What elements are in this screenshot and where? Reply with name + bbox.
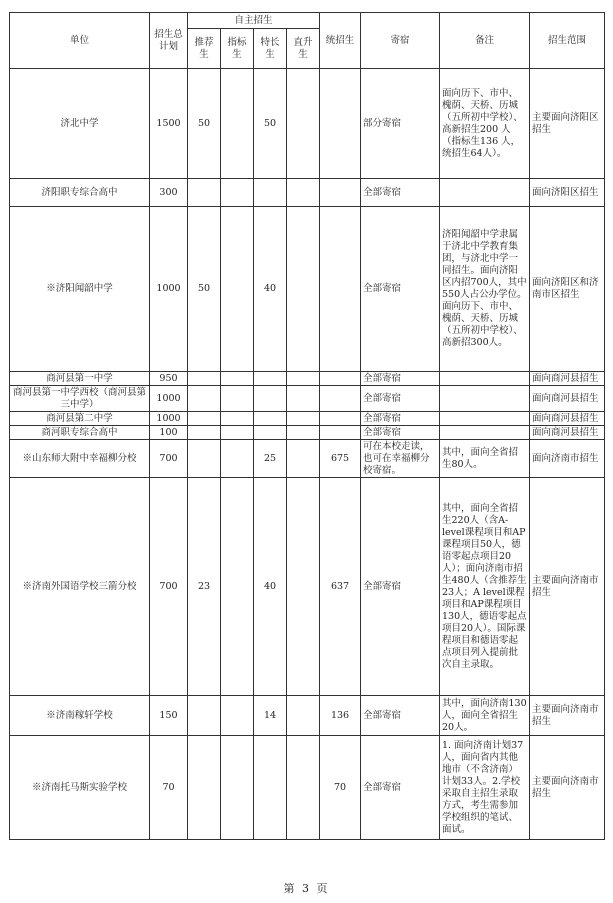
cell-boarding: 全部寄宿 bbox=[361, 207, 440, 372]
cell-scope: 面向济阳区招生 bbox=[530, 179, 605, 207]
cell-direct bbox=[287, 426, 320, 440]
cell-scope: 面向商河县招生 bbox=[530, 426, 605, 440]
cell-quota bbox=[221, 207, 254, 372]
cell-quota bbox=[221, 412, 254, 426]
cell-scope: 面向商河县招生 bbox=[530, 372, 605, 386]
cell-notes: 面向历下、市中、槐荫、天桥、历城（五所初中学校）、高新招生200 人（指标生136 人，统招生64人）。 bbox=[440, 69, 530, 179]
cell-quota bbox=[221, 440, 254, 478]
header-recommend: 推荐生 bbox=[188, 29, 221, 69]
cell-recommend bbox=[188, 179, 221, 207]
cell-unified bbox=[320, 179, 361, 207]
cell-plan: 100 bbox=[150, 426, 188, 440]
cell-direct bbox=[287, 696, 320, 736]
cell-quota bbox=[221, 179, 254, 207]
table-row bbox=[10, 69, 605, 179]
cell-unified bbox=[320, 386, 361, 412]
cell-notes: 其中，面向全省招生80人。 bbox=[440, 440, 530, 478]
cell-recommend: 50 bbox=[188, 207, 221, 372]
cell-quota bbox=[221, 478, 254, 696]
cell-unified: 675 bbox=[320, 440, 361, 478]
table-row bbox=[10, 696, 605, 736]
cell-special: 40 bbox=[254, 207, 287, 372]
cell-scope: 面向商河县招生 bbox=[530, 386, 605, 412]
cell-plan: 1000 bbox=[150, 207, 188, 372]
cell-special: 40 bbox=[254, 478, 287, 696]
header-notes: 备注 bbox=[440, 13, 530, 69]
cell-notes: 其中，面向济南130人，面向全省招生20人。 bbox=[440, 696, 530, 736]
cell-notes: 济阳闻韶中学隶属于济北中学教育集团，与济北中学一同招生。面向济阳区内招700人，其中550人占公办学位。面向历下、市中、槐荫、天桥、历城（五所初中学校）、高新招300人。 bbox=[440, 207, 530, 372]
cell-notes bbox=[440, 386, 530, 412]
cell-quota bbox=[221, 426, 254, 440]
cell-unified bbox=[320, 372, 361, 386]
cell-recommend bbox=[188, 440, 221, 478]
cell-unit: 商河县第一中学西校（商河县第三中学） bbox=[10, 386, 150, 412]
cell-recommend: 23 bbox=[188, 478, 221, 696]
cell-special bbox=[254, 372, 287, 386]
cell-boarding: 全部寄宿 bbox=[361, 179, 440, 207]
cell-unified bbox=[320, 207, 361, 372]
cell-recommend bbox=[188, 372, 221, 386]
header-special: 特长生 bbox=[254, 29, 287, 69]
table-row bbox=[10, 478, 605, 696]
cell-special: 25 bbox=[254, 440, 287, 478]
cell-notes bbox=[440, 372, 530, 386]
cell-notes bbox=[440, 179, 530, 207]
enrollment-table bbox=[9, 12, 605, 840]
cell-unit: 商河县第一中学 bbox=[10, 372, 150, 386]
cell-boarding: 全部寄宿 bbox=[361, 412, 440, 426]
cell-unit: ※济阳闻韶中学 bbox=[10, 207, 150, 372]
cell-recommend bbox=[188, 696, 221, 736]
cell-notes bbox=[440, 412, 530, 426]
table-row bbox=[10, 386, 605, 412]
cell-direct bbox=[287, 179, 320, 207]
cell-recommend bbox=[188, 426, 221, 440]
cell-boarding: 全部寄宿 bbox=[361, 478, 440, 696]
cell-scope: 面向济阳区和济南市区招生 bbox=[530, 207, 605, 372]
cell-plan: 70 bbox=[150, 736, 188, 840]
header-scope: 招生范围 bbox=[530, 13, 605, 69]
cell-unified: 70 bbox=[320, 736, 361, 840]
cell-unit: 济北中学 bbox=[10, 69, 150, 179]
cell-boarding: 全部寄宿 bbox=[361, 426, 440, 440]
cell-plan: 700 bbox=[150, 440, 188, 478]
table-row bbox=[10, 440, 605, 478]
header-plan: 招生总计划 bbox=[150, 13, 188, 69]
cell-unit: 济阳职专综合高中 bbox=[10, 179, 150, 207]
table-row bbox=[10, 426, 605, 440]
cell-boarding: 全部寄宿 bbox=[361, 372, 440, 386]
cell-notes: 其中，面向全省招生220人（含A-level课程项目和AP课程项目50人，德语零起点项目20人）；面向济南市招生480人（含推荐生23人；A level课程项目和AP课程项目130人，德语零起点项目20人）。国际课程项目和德语零起点项目列入提前批次自主录取。 bbox=[440, 478, 530, 696]
cell-unified bbox=[320, 426, 361, 440]
cell-scope: 主要面向济阳区招生 bbox=[530, 69, 605, 179]
cell-unit: ※山东师大附中幸福柳分校 bbox=[10, 440, 150, 478]
cell-plan: 150 bbox=[150, 696, 188, 736]
cell-quota bbox=[221, 696, 254, 736]
cell-plan: 950 bbox=[150, 372, 188, 386]
cell-recommend bbox=[188, 412, 221, 426]
cell-boarding: 全部寄宿 bbox=[361, 696, 440, 736]
table-row bbox=[10, 372, 605, 386]
cell-scope: 主要面向济南市招生 bbox=[530, 696, 605, 736]
cell-scope: 主要面向济南市招生 bbox=[530, 736, 605, 840]
header-quota: 指标生 bbox=[221, 29, 254, 69]
header-direct: 直升生 bbox=[287, 29, 320, 69]
cell-unit: ※济南外国语学校三箭分校 bbox=[10, 478, 150, 696]
cell-plan: 1000 bbox=[150, 412, 188, 426]
cell-direct bbox=[287, 440, 320, 478]
header-boarding: 寄宿 bbox=[361, 13, 440, 69]
cell-unit: ※济南托马斯实验学校 bbox=[10, 736, 150, 840]
cell-direct bbox=[287, 736, 320, 840]
cell-direct bbox=[287, 372, 320, 386]
cell-special bbox=[254, 412, 287, 426]
table-row bbox=[10, 179, 605, 207]
header-autonomous: 自主招生 bbox=[188, 13, 320, 29]
cell-direct bbox=[287, 478, 320, 696]
cell-direct bbox=[287, 69, 320, 179]
page-number: 第 3 页 bbox=[283, 882, 330, 895]
cell-notes: 1. 面向济南计划37人，面向省内其他地市（不含济南）计划33人。2.学校采取自主招生录取方式，考生需参加学校组织的笔试、面试。 bbox=[440, 736, 530, 840]
cell-quota bbox=[221, 69, 254, 179]
cell-direct bbox=[287, 386, 320, 412]
cell-quota bbox=[221, 386, 254, 412]
cell-recommend bbox=[188, 386, 221, 412]
cell-special: 14 bbox=[254, 696, 287, 736]
cell-scope: 面向济南市招生 bbox=[530, 440, 605, 478]
cell-special: 50 bbox=[254, 69, 287, 179]
cell-unit: 商河职专综合高中 bbox=[10, 426, 150, 440]
cell-unified bbox=[320, 412, 361, 426]
cell-direct bbox=[287, 412, 320, 426]
cell-boarding: 全部寄宿 bbox=[361, 386, 440, 412]
cell-notes bbox=[440, 426, 530, 440]
cell-special bbox=[254, 386, 287, 412]
cell-plan: 300 bbox=[150, 179, 188, 207]
cell-recommend: 50 bbox=[188, 69, 221, 179]
cell-quota bbox=[221, 736, 254, 840]
cell-boarding: 部分寄宿 bbox=[361, 69, 440, 179]
cell-direct bbox=[287, 207, 320, 372]
cell-recommend bbox=[188, 736, 221, 840]
cell-plan: 700 bbox=[150, 478, 188, 696]
cell-scope: 面向商河县招生 bbox=[530, 412, 605, 426]
cell-unit: ※济南稼轩学校 bbox=[10, 696, 150, 736]
cell-unit: 商河县第二中学 bbox=[10, 412, 150, 426]
cell-unified: 136 bbox=[320, 696, 361, 736]
cell-unified bbox=[320, 69, 361, 179]
cell-boarding: 可在本校走读，也可在幸福柳分校寄宿。 bbox=[361, 440, 440, 478]
cell-plan: 1000 bbox=[150, 386, 188, 412]
cell-quota bbox=[221, 372, 254, 386]
cell-plan: 1500 bbox=[150, 69, 188, 179]
table-row bbox=[10, 207, 605, 372]
cell-boarding: 全部寄宿 bbox=[361, 736, 440, 840]
cell-scope: 主要面向济南市招生 bbox=[530, 478, 605, 696]
header-unified: 统招生 bbox=[320, 13, 361, 69]
cell-special bbox=[254, 179, 287, 207]
table-row bbox=[10, 412, 605, 426]
table-row bbox=[10, 736, 605, 840]
cell-unified: 637 bbox=[320, 478, 361, 696]
cell-special bbox=[254, 736, 287, 840]
cell-special bbox=[254, 426, 287, 440]
header-unit: 单位 bbox=[10, 13, 150, 69]
